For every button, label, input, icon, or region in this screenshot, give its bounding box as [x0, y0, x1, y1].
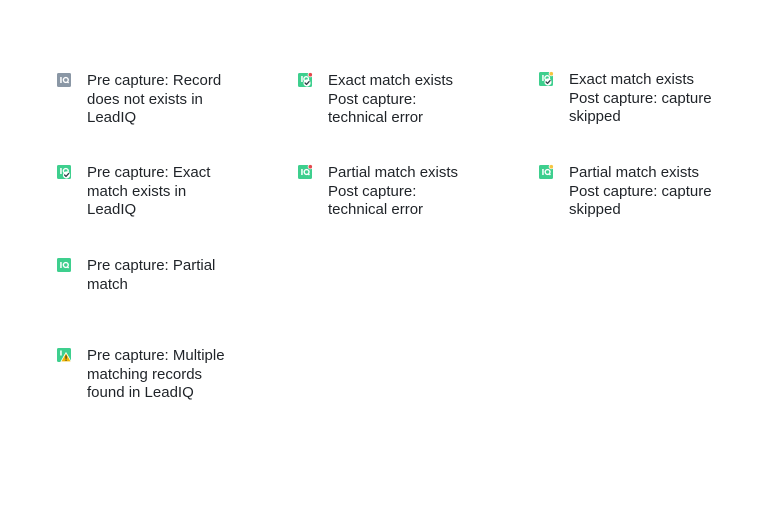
legend-item-pre-partial: [57, 257, 237, 294]
legend-label: Exact match exists Post capture: capture skipped: [569, 71, 712, 125]
legend-label: Pre capture: Partial match: [87, 257, 216, 293]
legend-label: Partial match exists Post capture: technical error: [328, 164, 459, 218]
leadiq-check-yellow-dot-icon: [539, 72, 553, 86]
leadiq-check-icon: [57, 165, 71, 179]
legend-item-exact-skipped: [539, 71, 739, 127]
legend-label: Pre capture: Record does not exists in LeadIQ: [87, 72, 222, 126]
legend-item-pre-no-record: [57, 72, 237, 128]
legend-item-exact-technical-error: [298, 72, 478, 128]
leadiq-gray-icon: [57, 73, 71, 87]
leadiq-warning-icon: [57, 348, 71, 362]
legend-label: Partial match exists Post capture: capture skipped: [569, 164, 712, 218]
leadiq-red-dot-icon: [298, 165, 312, 179]
legend-item-pre-multiple: [57, 347, 237, 403]
legend-label: Pre capture: Multiple matching records found in LeadIQ: [87, 347, 225, 401]
leadiq-check-red-dot-icon: [298, 73, 312, 87]
leadiq-green-icon: [57, 258, 71, 272]
legend-item-partial-technical-error: [298, 164, 478, 220]
legend-item-partial-skipped: [539, 164, 739, 220]
leadiq-yellow-dot-icon: [539, 165, 553, 179]
legend-item-pre-exact: [57, 164, 237, 220]
legend-label: Pre capture: Exact match exists in LeadIQ: [87, 164, 211, 218]
legend-label: Exact match exists Post capture: technical error: [328, 72, 454, 126]
